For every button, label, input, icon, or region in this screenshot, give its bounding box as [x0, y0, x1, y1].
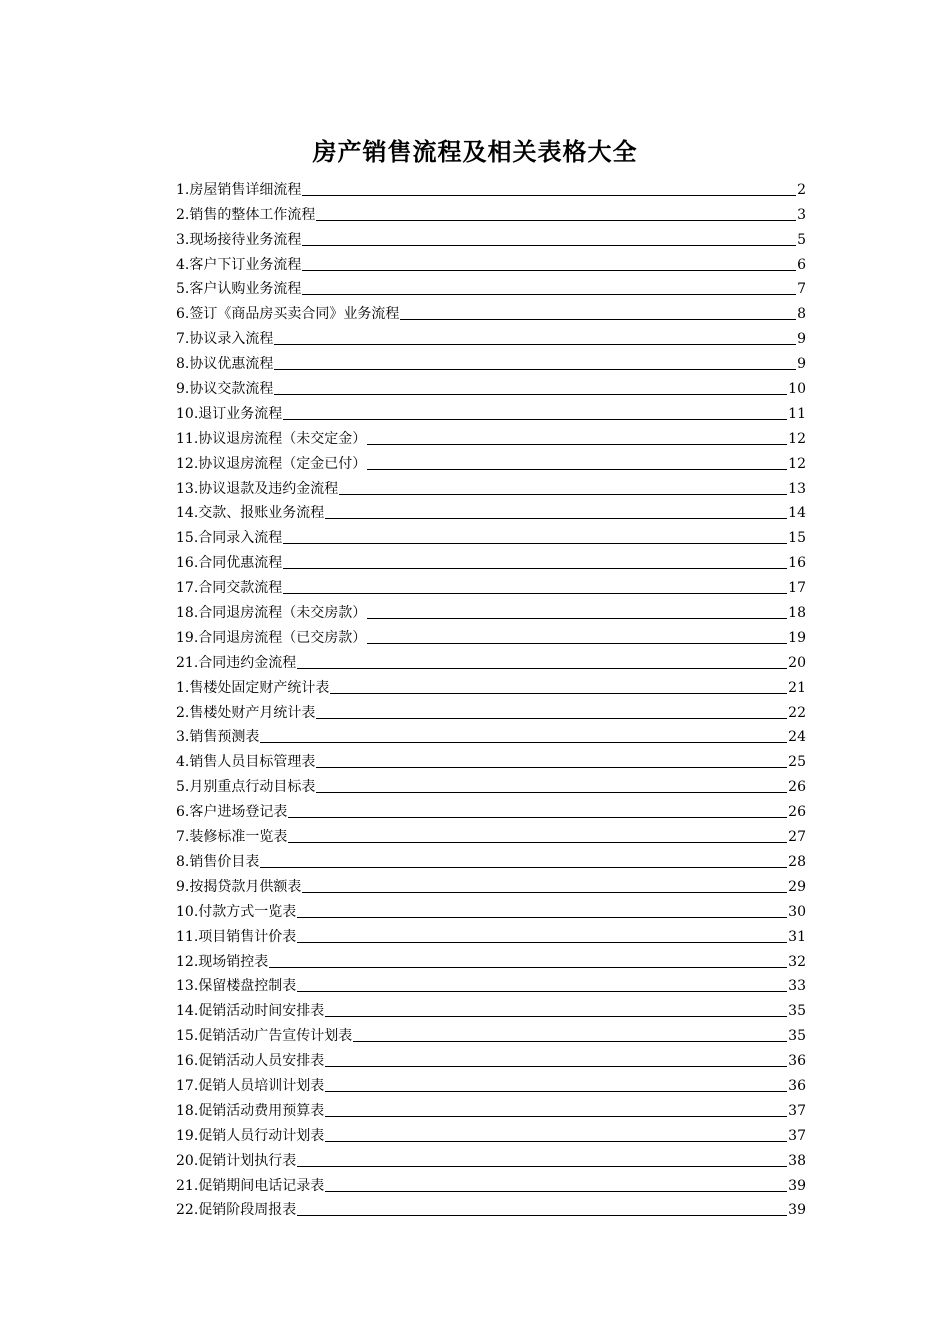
toc-leader-line [353, 1041, 787, 1042]
toc-entry-label: 18.合同退房流程（未交房款） [176, 605, 367, 622]
toc-entry[interactable] [176, 1095, 806, 1120]
toc-entry-label: 12.现场销控表 [176, 953, 269, 970]
toc-leader-line [400, 319, 796, 320]
toc-entry-page-number: 24 [788, 729, 806, 746]
toc-entry-page-number: 9 [797, 331, 806, 348]
toc-entry[interactable] [176, 971, 806, 996]
toc-entry-label: 19.促销人员行动计划表 [176, 1127, 325, 1144]
toc-entry-page-number: 26 [788, 804, 806, 821]
toc-entry[interactable] [176, 572, 806, 597]
toc-entry-label: 3.销售预测表 [176, 729, 260, 746]
toc-entry[interactable] [176, 796, 806, 821]
toc-leader-line [367, 444, 787, 445]
toc-entry-label: 11.项目销售计价表 [176, 928, 297, 945]
toc-entry-page-number: 33 [788, 978, 806, 995]
toc-entry[interactable] [176, 871, 806, 896]
toc-entry[interactable] [176, 1145, 806, 1170]
toc-entry[interactable] [176, 473, 806, 498]
toc-entry-label: 17.合同交款流程 [176, 580, 283, 597]
toc-entry-page-number: 9 [797, 356, 806, 373]
toc-entry-label: 14.促销活动时间安排表 [176, 1003, 325, 1020]
toc-entry[interactable] [176, 746, 806, 771]
toc-entry[interactable] [176, 821, 806, 846]
toc-leader-line [283, 543, 787, 544]
toc-entry[interactable] [176, 896, 806, 921]
toc-entry[interactable] [176, 995, 806, 1020]
toc-entry-page-number: 7 [797, 281, 806, 298]
toc-leader-line [297, 917, 787, 918]
toc-entry-page-number: 16 [788, 555, 806, 572]
toc-entry-page-number: 11 [788, 405, 806, 422]
toc-entry-label: 10.付款方式一览表 [176, 903, 297, 920]
toc-entry[interactable] [176, 348, 806, 373]
toc-entry-page-number: 2 [797, 181, 806, 198]
toc-leader-line [325, 1191, 787, 1192]
toc-entry-page-number: 36 [788, 1077, 806, 1094]
toc-entry[interactable] [176, 622, 806, 647]
toc-entry-page-number: 31 [788, 928, 806, 945]
toc-entry-label: 15.合同录入流程 [176, 530, 283, 547]
toc-entry-label: 15.促销活动广告宣传计划表 [176, 1028, 353, 1045]
toc-entry[interactable] [176, 174, 806, 199]
toc-entry[interactable] [176, 547, 806, 572]
toc-entry[interactable] [176, 373, 806, 398]
toc-entry-page-number: 37 [788, 1127, 806, 1144]
toc-leader-line [325, 1016, 787, 1017]
toc-leader-line [274, 344, 796, 345]
toc-entry-label: 3.现场接待业务流程 [176, 231, 302, 248]
toc-leader-line [316, 767, 787, 768]
toc-entry[interactable] [176, 697, 806, 722]
toc-leader-line [288, 817, 787, 818]
toc-leader-line [325, 1141, 787, 1142]
toc-entry[interactable] [176, 846, 806, 871]
toc-entry-page-number: 3 [797, 206, 806, 223]
toc-entry-label: 9.协议交款流程 [176, 381, 274, 398]
toc-entry-label: 7.协议录入流程 [176, 331, 274, 348]
toc-leader-line [316, 718, 787, 719]
toc-leader-line [283, 568, 787, 569]
toc-leader-line [260, 742, 787, 743]
toc-entry[interactable] [176, 672, 806, 697]
toc-entry-page-number: 13 [788, 480, 806, 497]
toc-entry[interactable] [176, 298, 806, 323]
toc-entry-page-number: 12 [788, 430, 806, 447]
toc-leader-line [330, 693, 787, 694]
toc-entry[interactable] [176, 597, 806, 622]
toc-leader-line [274, 394, 787, 395]
toc-entry-label: 20.促销计划执行表 [176, 1152, 297, 1169]
toc-entry-label: 7.装修标准一览表 [176, 829, 288, 846]
toc-leader-line [297, 991, 787, 992]
toc-entry-page-number: 10 [788, 381, 806, 398]
toc-entry-page-number: 14 [788, 505, 806, 522]
toc-entry-label: 9.按揭贷款月供额表 [176, 878, 302, 895]
toc-leader-line [302, 270, 796, 271]
toc-entry-label: 10.退订业务流程 [176, 405, 283, 422]
toc-entry[interactable] [176, 1195, 806, 1220]
toc-leader-line [302, 245, 796, 246]
table-of-contents [176, 174, 806, 1219]
toc-leader-line [367, 469, 787, 470]
toc-entry[interactable] [176, 498, 806, 523]
toc-entry-page-number: 6 [797, 256, 806, 273]
toc-entry-page-number: 28 [788, 853, 806, 870]
toc-entry-page-number: 30 [788, 903, 806, 920]
toc-entry-label: 17.促销人员培训计划表 [176, 1077, 325, 1094]
toc-entry-page-number: 38 [788, 1152, 806, 1169]
toc-entry[interactable] [176, 274, 806, 299]
toc-entry-label: 21.促销期间电话记录表 [176, 1177, 325, 1194]
toc-leader-line [367, 618, 787, 619]
toc-entry[interactable] [176, 647, 806, 672]
toc-entry-label: 16.促销活动人员安排表 [176, 1053, 325, 1070]
toc-entry-page-number: 25 [788, 754, 806, 771]
toc-entry-label: 8.协议优惠流程 [176, 356, 274, 373]
toc-entry-label: 4.客户下订业务流程 [176, 256, 302, 273]
toc-entry[interactable] [176, 448, 806, 473]
toc-entry[interactable] [176, 323, 806, 348]
toc-leader-line [260, 867, 787, 868]
toc-entry-label: 12.协议退房流程（定金已付） [176, 455, 367, 472]
toc-entry-page-number: 20 [788, 654, 806, 671]
toc-entry-page-number: 39 [788, 1177, 806, 1194]
toc-entry-page-number: 18 [788, 605, 806, 622]
toc-entry-label: 11.协议退房流程（未交定金） [176, 430, 367, 447]
toc-entry-label: 1.房屋销售详细流程 [176, 181, 302, 198]
toc-entry[interactable] [176, 522, 806, 547]
toc-entry-label: 13.保留楼盘控制表 [176, 978, 297, 995]
toc-entry-page-number: 26 [788, 779, 806, 796]
toc-entry-label: 1.售楼处固定财产统计表 [176, 679, 330, 696]
toc-leader-line [288, 842, 787, 843]
toc-entry-page-number: 29 [788, 878, 806, 895]
toc-entry-page-number: 15 [788, 530, 806, 547]
toc-entry[interactable] [176, 921, 806, 946]
toc-leader-line [297, 1166, 787, 1167]
toc-entry[interactable] [176, 224, 806, 249]
toc-leader-line [297, 1215, 787, 1216]
toc-entry-label: 21.合同违约金流程 [176, 654, 297, 671]
toc-entry-label: 19.合同退房流程（已交房款） [176, 629, 367, 646]
toc-entry[interactable] [176, 199, 806, 224]
toc-entry-page-number: 19 [788, 629, 806, 646]
toc-leader-line [316, 220, 796, 221]
toc-entry[interactable] [176, 423, 806, 448]
toc-entry-page-number: 35 [788, 1003, 806, 1020]
toc-entry-label: 6.签订《商品房买卖合同》业务流程 [176, 306, 400, 323]
toc-entry-page-number: 27 [788, 829, 806, 846]
toc-leader-line [269, 967, 787, 968]
toc-entry-label: 5.月别重点行动目标表 [176, 779, 316, 796]
toc-entry-label: 22.促销阶段周报表 [176, 1202, 297, 1219]
toc-entry-label: 4.销售人员目标管理表 [176, 754, 316, 771]
toc-entry[interactable] [176, 249, 806, 274]
toc-leader-line [325, 1066, 787, 1067]
toc-entry-label: 2.售楼处财产月统计表 [176, 704, 316, 721]
toc-entry-label: 8.销售价目表 [176, 853, 260, 870]
toc-entry-page-number: 8 [797, 306, 806, 323]
toc-entry-label: 16.合同优惠流程 [176, 555, 283, 572]
toc-leader-line [325, 518, 787, 519]
toc-entry[interactable] [176, 771, 806, 796]
toc-entry-page-number: 37 [788, 1102, 806, 1119]
toc-entry-label: 18.促销活动费用预算表 [176, 1102, 325, 1119]
toc-entry[interactable] [176, 1120, 806, 1145]
toc-entry[interactable] [176, 1020, 806, 1045]
toc-entry-page-number: 21 [788, 679, 806, 696]
toc-leader-line [302, 294, 796, 295]
toc-entry-page-number: 32 [788, 953, 806, 970]
toc-entry[interactable] [176, 1045, 806, 1070]
toc-entry[interactable] [176, 946, 806, 971]
toc-entry-page-number: 35 [788, 1028, 806, 1045]
toc-entry[interactable] [176, 1070, 806, 1095]
toc-leader-line [367, 643, 787, 644]
toc-entry[interactable] [176, 398, 806, 423]
toc-entry[interactable] [176, 1170, 806, 1195]
toc-entry-label: 14.交款、报账业务流程 [176, 505, 325, 522]
toc-leader-line [316, 792, 787, 793]
toc-leader-line [283, 593, 787, 594]
toc-entry-label: 6.客户进场登记表 [176, 804, 288, 821]
toc-entry-page-number: 12 [788, 455, 806, 472]
toc-leader-line [339, 494, 787, 495]
toc-entry-label: 2.销售的整体工作流程 [176, 206, 316, 223]
toc-leader-line [302, 892, 787, 893]
toc-leader-line [297, 942, 787, 943]
toc-leader-line [302, 195, 796, 196]
toc-leader-line [325, 1091, 787, 1092]
toc-entry[interactable] [176, 722, 806, 747]
toc-leader-line [297, 668, 787, 669]
toc-entry-label: 13.协议退款及违约金流程 [176, 480, 339, 497]
toc-entry-page-number: 36 [788, 1053, 806, 1070]
toc-entry-label: 5.客户认购业务流程 [176, 281, 302, 298]
toc-entry-page-number: 17 [788, 580, 806, 597]
page-title: 房产销售流程及相关表格大全 [312, 138, 638, 166]
toc-entry-page-number: 22 [788, 704, 806, 721]
toc-leader-line [325, 1116, 787, 1117]
toc-leader-line [274, 369, 796, 370]
toc-entry-page-number: 39 [788, 1202, 806, 1219]
toc-entry-page-number: 5 [797, 231, 806, 248]
toc-leader-line [283, 419, 787, 420]
